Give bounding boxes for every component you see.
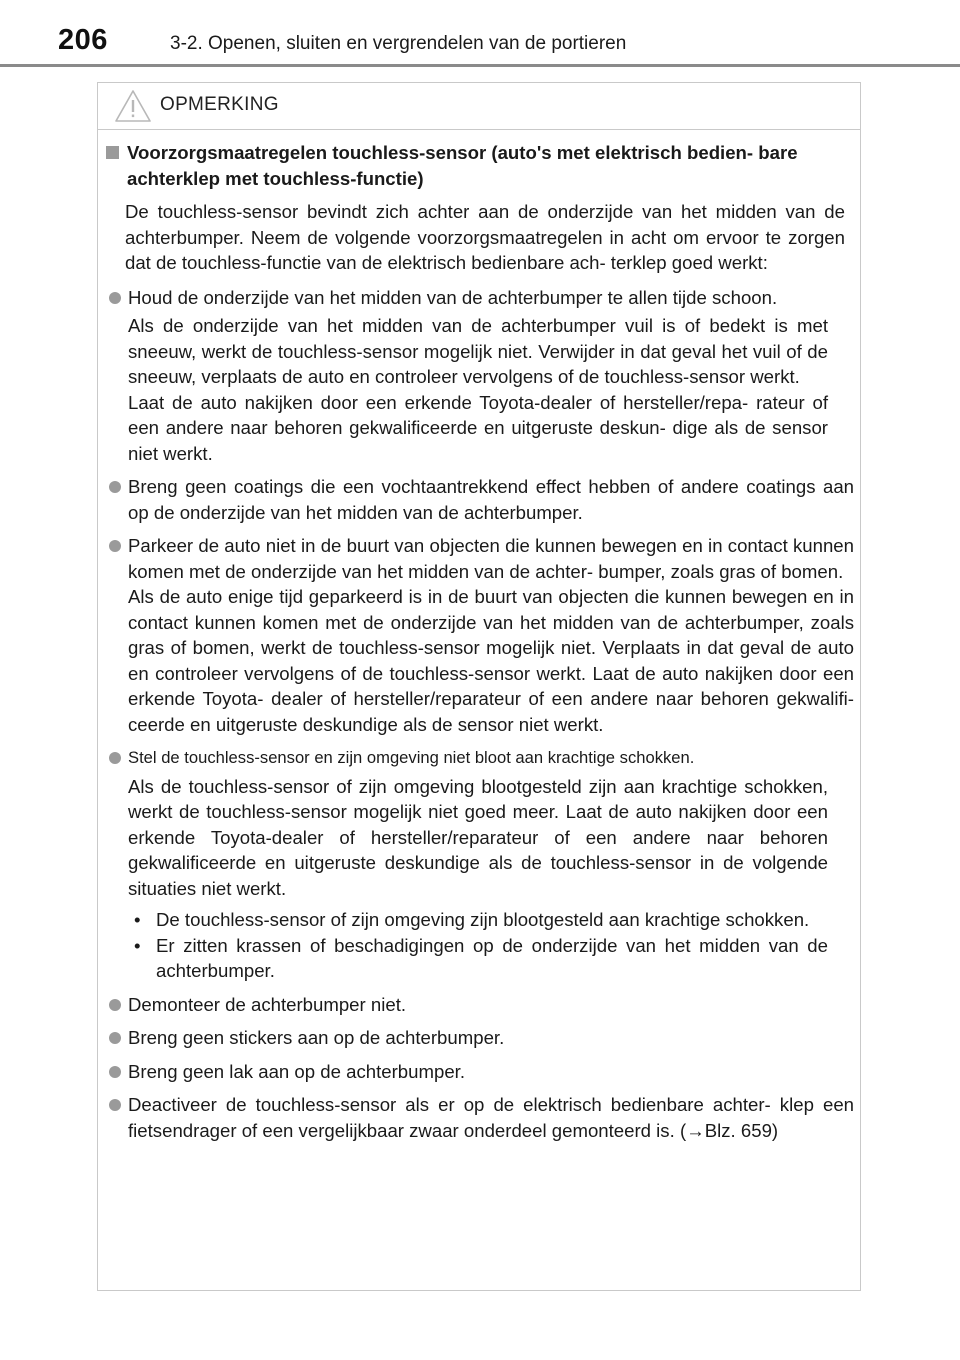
square-bullet-icon <box>106 146 119 159</box>
circle-bullet-icon <box>109 752 121 764</box>
notice-header <box>98 83 860 130</box>
circle-bullet-icon <box>109 1066 121 1078</box>
heading-text: Voorzorgsmaatregelen touchless-sensor (auto's met elektrisch bedien- bare achterklep met touchless-functie) <box>127 142 798 189</box>
sub-item-text: De touchless-sensor of zijn omgeving zijn blootgesteld aan krachtige schokken. <box>156 909 810 930</box>
sub-bullet-icon: • <box>134 909 141 930</box>
bullet-text: Stel de touchless-sensor en zijn omgeving niet bloot aan krachtige schokken. <box>128 748 695 767</box>
warning-triangle-icon <box>114 89 152 123</box>
list-item <box>106 992 854 1018</box>
bullet-detail: Laat de auto nakijken door een erkende Toyota-dealer of hersteller/repa- rateur of een andere naar behoren gekwalificeerde en uitgeruste deskun- dige als de sensor niet werkt. <box>128 391 828 464</box>
bullet-detail: Als de auto enige tijd geparkeerd is in de buurt van objecten die kunnen bewegen en in contact kunnen komen met de onderzijde van het midden van de achterbumper, zoals gras of bomen, werkt de touchless-sensor mogelijk niet. Verplaats in dat geval de auto en controleer vervolgens of de touchless-sensor werkt. Laat de auto nakijken door een erkende Toyota- dealer of hersteller/reparateur of een andere naar behoren gekwalifi- ceerde en uitgeruste deskundige als de sensor niet werkt. <box>128 586 854 735</box>
notice-heading <box>106 140 854 191</box>
bullet-text: Breng geen stickers aan op de achterbumper. <box>128 1027 505 1048</box>
circle-bullet-icon <box>109 1099 121 1111</box>
bullet-text: Demonteer de achterbumper niet. <box>128 993 407 1015</box>
circle-bullet-icon <box>109 1032 121 1044</box>
bullet-text: Deactiveer de touchless-sensor als er op de elektrisch bedienbare achter- klep een fietsendrager of een vergelijkbaar zwaar onderdeel gemonteerd is. (→Blz. 659) <box>128 1094 854 1141</box>
bullet-text: Houd de onderzijde van het midden van de achterbumper te allen tijde schoon. <box>128 286 778 308</box>
circle-bullet-icon <box>109 292 121 304</box>
sub-list-item <box>128 933 828 984</box>
bullet-text: Parkeer de auto niet in de buurt van objecten die kunnen bewegen en in contact kunnen komen met de onderzijde van het midden van de achter- bumper, zoals gras of bomen. <box>128 535 854 582</box>
list-item <box>106 533 854 737</box>
bullet-detail: Als de touchless-sensor of zijn omgeving blootgesteld zijn aan krachtige schokken, werkt de touchless-sensor mogelijk niet goed meer. Laat de auto nakijken door een erkende Toyota-dealer of hersteller/reparateur of een andere naar behoren gekwalificeerde en uitgeruste deskundige als de touchless-sensor in de volgende situaties niet werkt. <box>128 775 828 899</box>
notice-label: OPMERKING <box>160 94 279 115</box>
list-item <box>106 1059 854 1085</box>
list-item <box>106 745 854 984</box>
circle-bullet-icon <box>109 999 121 1011</box>
notice-body <box>106 140 854 1151</box>
page-number: 206 <box>58 24 108 56</box>
circle-bullet-icon <box>109 540 121 552</box>
sub-bullet-icon: • <box>134 934 141 956</box>
header-divider <box>0 64 960 67</box>
bullet-text: Breng geen coatings die een vochtaantrekkend effect hebben of andere coatings aan op de onderzijde van het midden van de achterbumper. <box>128 476 854 523</box>
circle-bullet-icon <box>109 481 121 493</box>
intro-paragraph: De touchless-sensor bevindt zich achter aan de onderzijde van het midden van de achterbumper. Neem de volgende voorzorgsmaatregelen in acht om ervoor te zorgen dat de touchless-functie van de elektrisch bedienbare ach- terklep goed werkt: <box>125 201 845 273</box>
sub-list-item <box>128 907 828 933</box>
section-title: 3-2. Openen, sluiten en vergrendelen van de portieren <box>170 33 627 54</box>
list-item <box>106 1025 854 1051</box>
sub-list <box>128 907 828 984</box>
bullet-text: Breng geen lak aan op de achterbumper. <box>128 1060 465 1082</box>
list-item <box>106 285 854 467</box>
list-item <box>106 1092 854 1143</box>
bullet-detail: Als de onderzijde van het midden van de achterbumper vuil is of bedekt is met sneeuw, werkt de touchless-sensor mogelijk niet. Verwijder in dat geval het vuil of de sneeuw, verplaats de auto en controleer vervolgens of de touchless-sensor werkt. <box>128 315 828 387</box>
sub-item-text: Er zitten krassen of beschadigingen op de onderzijde van het midden van de achterbumper. <box>156 934 828 981</box>
list-item <box>106 474 854 525</box>
